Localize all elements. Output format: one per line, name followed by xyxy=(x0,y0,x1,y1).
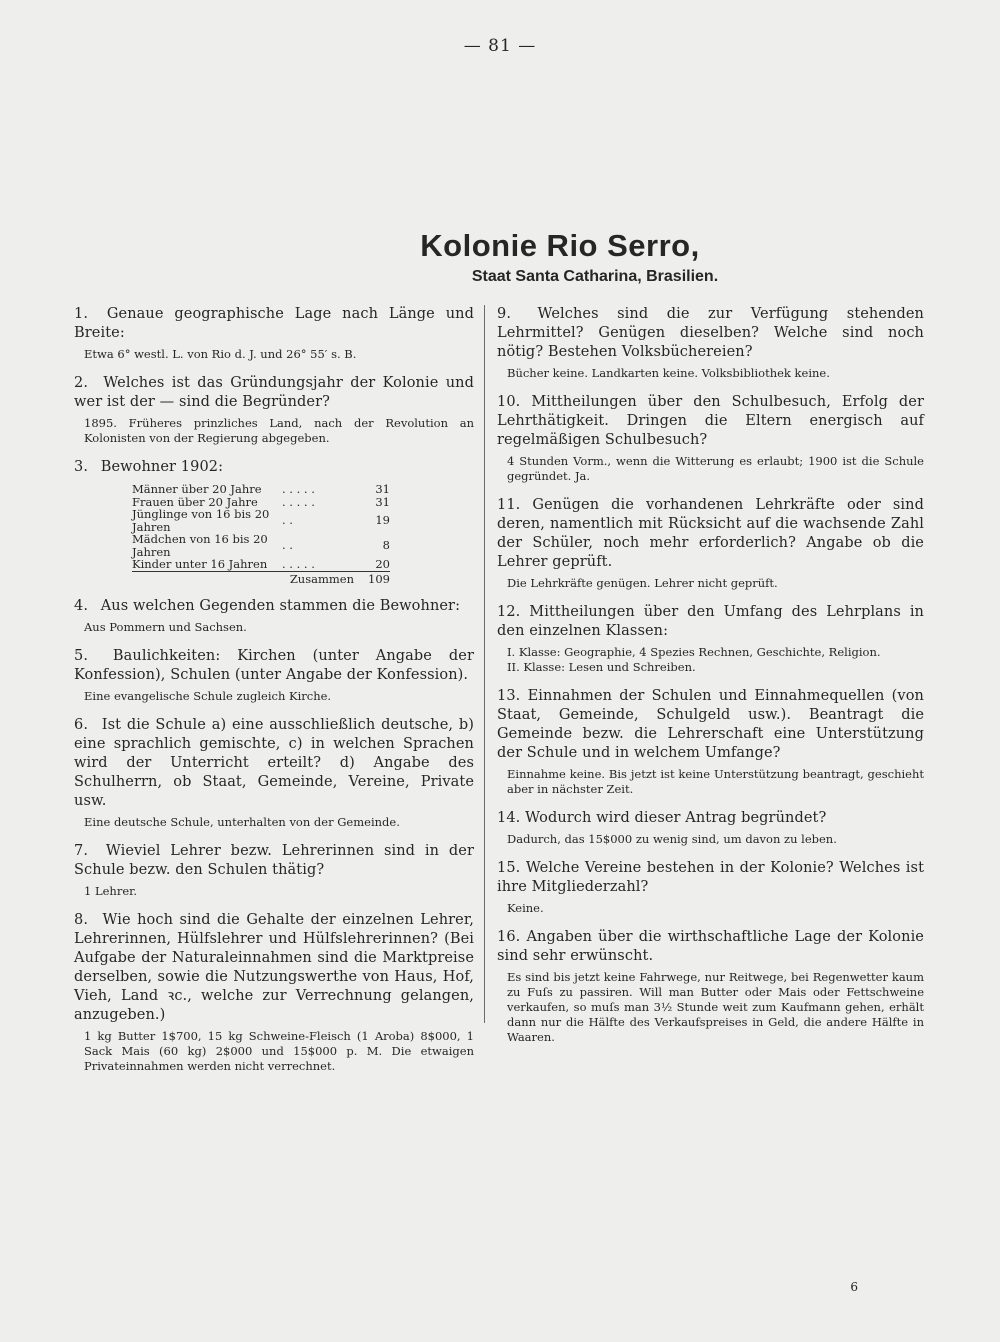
answer-text: 1895. Früheres prinzliches Land, nach der Revolution an Kolonisten von der Regierung abgegeben. xyxy=(84,416,474,445)
question-block xyxy=(497,305,924,381)
left-column xyxy=(74,305,474,1086)
answer-text: Keine. xyxy=(507,901,544,915)
question-number: 4. xyxy=(74,598,89,614)
question-block xyxy=(74,597,474,635)
question-block xyxy=(74,842,474,899)
question-number: 11. xyxy=(497,497,521,513)
answer-text: 4 Stunden Vorm., wenn die Witterung es erlaubt; 1900 ist die Schule gegründet. Ja. xyxy=(507,454,924,483)
document-header xyxy=(0,228,1000,286)
question-number: 10. xyxy=(497,394,521,410)
right-column xyxy=(497,305,924,1057)
question-number: 13. xyxy=(497,688,521,704)
signature-mark: 6 xyxy=(850,1280,858,1294)
answer-text: Etwa 6° westl. L. von Rio d. J. und 26° 55′ s. B. xyxy=(84,347,357,361)
total-row xyxy=(132,571,390,585)
question-text: Bewohner 1902: xyxy=(100,459,224,475)
question-block xyxy=(497,809,924,847)
answer-text: 1 kg Butter 1$700, 15 kg Schweine-Fleisch (1 Aroba) 8$000, 1 Sack Mais (60 kg) 2$000 und 15$000 p. M. Die etwaigen Privateinnahmen werden nicht verrechnet. xyxy=(84,1029,474,1073)
question-text: Baulichkeiten: Kirchen (unter Angabe der Konfession), Schulen (unter Angabe der Konfession). xyxy=(74,648,474,683)
question-text: Welches ist das Gründungsjahr der Kolonie und wer ist der — sind die Begründer? xyxy=(74,375,474,410)
question-text: Aus welchen Gegenden stammen die Bewohner: xyxy=(100,598,461,614)
question-number: 2. xyxy=(74,375,89,391)
question-block xyxy=(74,911,474,1074)
question-number: 6. xyxy=(74,717,89,733)
table-row: Jünglinge von 16 bis 20 Jahren . . 19 xyxy=(132,507,390,534)
answer-text: Eine deutsche Schule, unterhalten von der Gemeinde. xyxy=(84,815,400,829)
question-text: Genaue geographische Lage nach Länge und Breite: xyxy=(74,306,474,341)
question-block xyxy=(497,687,924,797)
page-title: Kolonie Rio Serro, xyxy=(420,228,700,263)
question-block xyxy=(74,458,474,585)
question-block xyxy=(74,716,474,830)
question-number: 12. xyxy=(497,604,521,620)
question-block xyxy=(74,305,474,362)
question-block xyxy=(497,496,924,591)
page-number: — 81 — xyxy=(463,36,537,56)
question-block xyxy=(497,928,924,1045)
question-text: Genügen die vorhandenen Lehrkräfte oder sind deren, namentlich mit Rücksicht auf die wachsende Zahl der Schüler, noch mehr erforderlich? Angabe ob die Lehrer geprüft. xyxy=(497,497,924,570)
question-text: Wie hoch sind die Gehalte der einzelnen Lehrer, Lehrerinnen, Hülfslehrer und Hülfslehrerinnen? (Bei Aufgabe der Naturaleinnahmen sind die Marktpreise derselben, sowie die Nutzungswerthe von Haus, Hof, Vieh, Land ꝛc., welche zur Verrechnung gelangen, anzugeben.) xyxy=(74,912,474,1023)
table-row: Männer über 20 Jahre . . . . . 31 xyxy=(132,482,390,496)
answer-text: Aus Pommern und Sachsen. xyxy=(84,620,247,634)
question-text: Welches sind die zur Verfügung stehenden Lehrmittel? Genügen dieselben? Welche sind noch nötig? Bestehen Volksbüchereien? xyxy=(497,306,924,360)
answer-text: Einnahme keine. Bis jetzt ist keine Unterstützung beantragt, geschieht aber in nächster Zeit. xyxy=(507,767,924,796)
column-divider xyxy=(484,305,485,1023)
question-block xyxy=(74,374,474,446)
question-block xyxy=(74,647,474,704)
question-text: Mittheilungen über den Schulbesuch, Erfolg der Lehrthätigkeit. Dringen die Eltern energisch auf regelmäßigen Schulbesuch? xyxy=(497,394,924,448)
question-text: Wodurch wird dieser Antrag begründet? xyxy=(525,810,827,826)
answer-text: Es sind bis jetzt keine Fahrwege, nur Reitwege, bei Regenwetter kaum zu Fuſs zu passiren. Will man Butter oder Mais oder Fettschweine verkaufen, so muſs man 3½ Stunde weit zum Kaufmann gehen, erhält dann nur die Hälfte des Verkaufspreises in Geld, die andere Hälfte in Waaren. xyxy=(507,970,924,1044)
question-number: 15. xyxy=(497,860,521,876)
answer-text: Bücher keine. Landkarten keine. Volksbibliothek keine. xyxy=(507,366,830,380)
question-text: Ist die Schule a) eine ausschließlich deutsche, b) eine sprachlich gemischte, c) in welchen Sprachen wird der Unterricht erteilt? d) Angabe des Schulherrn, ob Staat, Gemeinde, Vereine, Private usw. xyxy=(74,717,475,809)
question-number: 9. xyxy=(497,306,512,322)
question-text: Wieviel Lehrer bezw. Lehrerinnen sind in der Schule bezw. den Schulen thätig? xyxy=(74,843,474,878)
question-text: Welche Vereine bestehen in der Kolonie? Welches ist ihre Mitgliederzahl? xyxy=(497,860,925,895)
question-number: 5. xyxy=(74,648,89,664)
question-number: 14. xyxy=(497,810,521,826)
total-label: Zusammen xyxy=(282,571,360,585)
page-subtitle: Staat Santa Catharina, Brasilien. xyxy=(471,268,719,285)
answer-text: I. Klasse: Geographie, 4 Spezies Rechnen, Geschichte, Religion. II. Klasse: Lesen und Schreiben. xyxy=(507,645,881,674)
question-text: Einnahmen der Schulen und Einnahmequellen (von Staat, Gemeinde, Schulgeld usw.). Beantragt die Gemeinde bezw. die Lehrerschaft eine Unterstützung der Schule und in welchem Umfange? xyxy=(497,688,924,761)
table-row: Mädchen von 16 bis 20 Jahren . . 8 xyxy=(132,532,390,559)
question-number: 1. xyxy=(74,306,89,322)
table-row: Kinder unter 16 Jahren . . . . . 20 xyxy=(132,557,390,571)
question-number: 8. xyxy=(74,912,89,928)
question-number: 3. xyxy=(74,459,89,475)
question-number: 16. xyxy=(497,929,521,945)
question-block xyxy=(497,393,924,484)
answer-text: Eine evangelische Schule zugleich Kirche. xyxy=(84,689,332,703)
answer-text: Dadurch, das 15$000 zu wenig sind, um davon zu leben. xyxy=(507,832,837,846)
question-block xyxy=(497,859,924,916)
question-text: Mittheilungen über den Umfang des Lehrplans in den einzelnen Klassen: xyxy=(497,604,924,639)
question-block xyxy=(497,603,924,675)
answer-text: 1 Lehrer. xyxy=(84,884,138,898)
answer-text: Die Lehrkräfte genügen. Lehrer nicht geprüft. xyxy=(507,576,778,590)
residents-table xyxy=(132,483,390,585)
table-row: Frauen über 20 Jahre . . . . . 31 xyxy=(132,494,390,509)
question-text: Angaben über die wirthschaftliche Lage der Kolonie sind sehr erwünscht. xyxy=(497,929,924,964)
total-value: 109 xyxy=(360,571,390,585)
question-number: 7. xyxy=(74,843,89,859)
